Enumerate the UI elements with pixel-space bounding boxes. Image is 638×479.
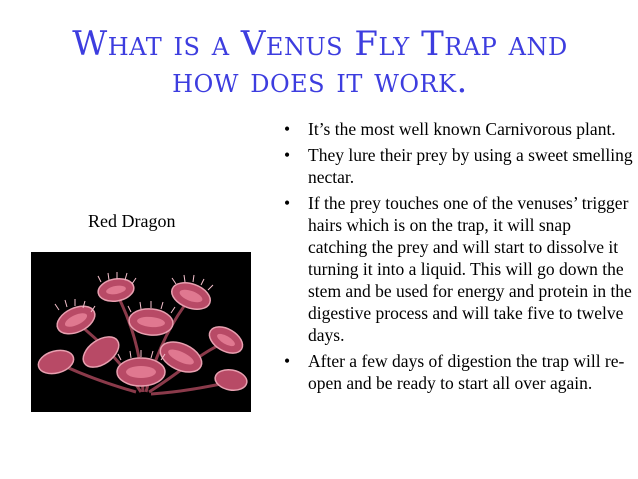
- bullet-item: [282, 350, 634, 394]
- bullet-glyph: •: [284, 193, 291, 213]
- bullet-glyph: •: [284, 145, 291, 165]
- image-caption: Red Dragon: [88, 211, 176, 231]
- bullet-item: [282, 118, 634, 140]
- bullet-item: [282, 144, 634, 188]
- bullet-glyph: •: [284, 119, 291, 139]
- title-line-1: What is a Venus Fly Trap and: [72, 24, 568, 64]
- bullet-list: [282, 118, 634, 398]
- slide-title: [20, 26, 620, 100]
- venus-fly-trap-image: [31, 252, 251, 412]
- bullet-text: It’s the most well known Carnivorous plant.: [308, 119, 616, 139]
- bullet-glyph: •: [284, 351, 291, 371]
- bullet-item: [282, 192, 634, 346]
- title-line-2: how does it work.: [172, 61, 468, 101]
- venus-fly-trap-photo: [31, 252, 251, 412]
- bullet-text: They lure their prey by using a sweet smelling nectar.: [308, 145, 633, 187]
- bullet-text: After a few days of digestion the trap will re-open and be ready to start all over again.: [308, 351, 625, 393]
- bullet-text: If the prey touches one of the venuses’ trigger hairs which is on the trap, it will snap catching the prey and will start to dissolve it turning it into a liquid. This will go down the stem and be used for energy and protein in the digestive process and will take five to twelve days.: [308, 193, 632, 345]
